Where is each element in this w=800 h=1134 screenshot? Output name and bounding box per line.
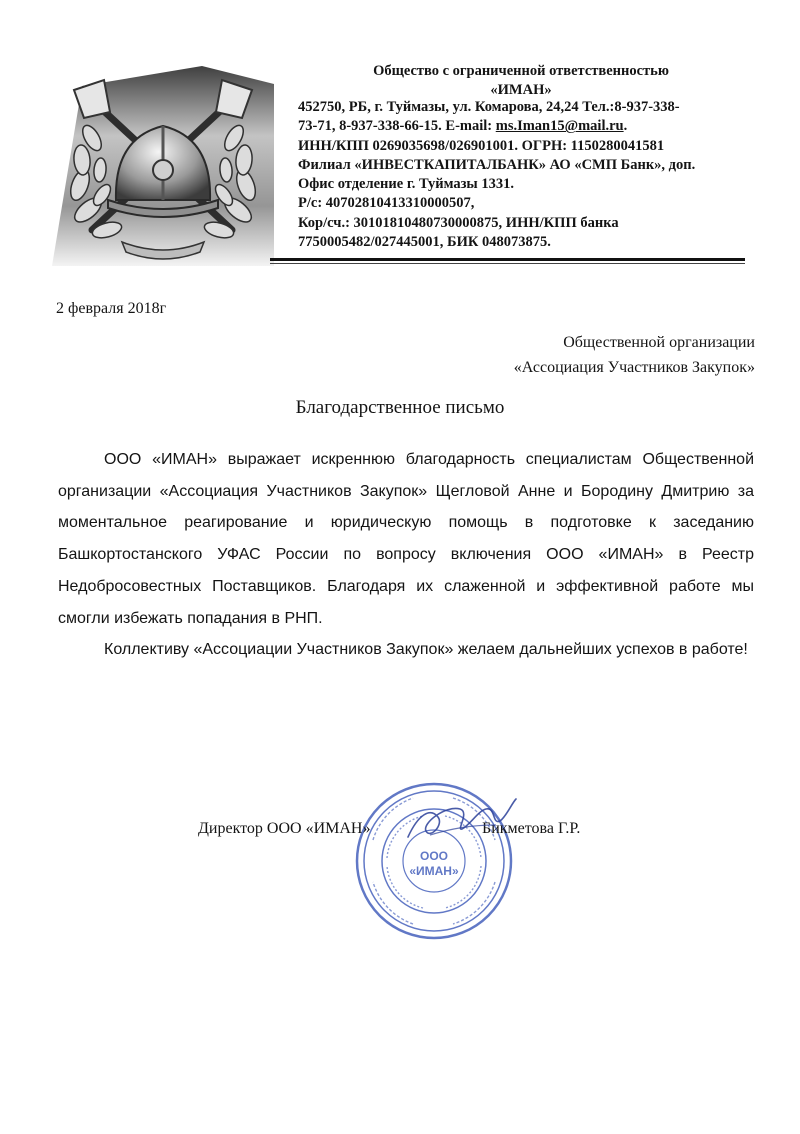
letter-date: 2 февраля 2018г [56,300,167,317]
seal-center-line-1: ООО [419,849,449,863]
letter-title: Благодарственное письмо [295,397,505,418]
inn-line: ИНН/КПП 0269035698/026901001. ОГРН: 1150280041581 [298,137,665,154]
address-line-1: 452750, РБ, г. Туймазы, ул. Комарова, 24,24 Тел.:8-937-338- [298,99,680,115]
body-paragraph-1: ООО «ИМАН» выражает искреннюю благодарность специалистам Общественной организации «Ассоциация Участников Закупок» Щегловой Анне и Бородину Дмитрию за моментальное реагирование и юридическую помощь в подготовке к заседанию Башкортостанского УФАС России по вопросу включения ООО «ИМАН» в Реестр Недобросовестных Поставщиков. Благодаря их слаженной и эффективной работе мы смогли избежать попадания в РНП. [58,451,754,627]
bank-ids-line: 7750005482/027445001, БИК 048073875. [298,234,551,251]
letterhead-org-title [286,62,756,100]
addressee-line-2: «Ассоциация Участников Закупок» [513,359,755,376]
org-type: Общество с ограниченной ответственностью [373,63,669,79]
bank-line-1: Филиал «ИНВЕСТКАПИТАЛБАНК» АО «СМП Банк», доп. [298,156,696,173]
letter-body [58,444,754,666]
corr-account-line: Кор/сч.: 30101810480730000875, ИНН/КПП банка [298,214,619,231]
account-line: Р/с: 40702810413310000507, [298,195,475,212]
letterhead-divider-thick [270,258,745,261]
handwritten-signature-icon [400,795,520,855]
letterhead-requisites [298,98,758,252]
bank-line-2: Офис отделение г. Туймазы 1331. [298,176,515,193]
letterhead-divider-thin [270,263,745,264]
signature-role: Директор ООО «ИМАН» [198,820,371,837]
phone-text: 73-71, 8-937-338-66-15. E-mail: [298,118,496,135]
seal-center-line-2: «ИМАН» [409,864,459,878]
address-line-2 [298,117,758,136]
email-link[interactable]: ms.Iman15@mail.ru [495,118,624,135]
helmet-wreath-emblem-icon [52,60,274,266]
org-name: «ИМАН» [490,82,552,98]
body-paragraph-2: Коллективу «Ассоциации Участников Закупок» желаем дальнейших успехов в работе! [104,641,748,659]
address-line-2-end: . [623,118,628,135]
addressee-line-1: Общественной организации [563,334,755,351]
addressee-block [430,330,755,380]
signature-name: Бикметова Г.Р. [482,820,581,837]
